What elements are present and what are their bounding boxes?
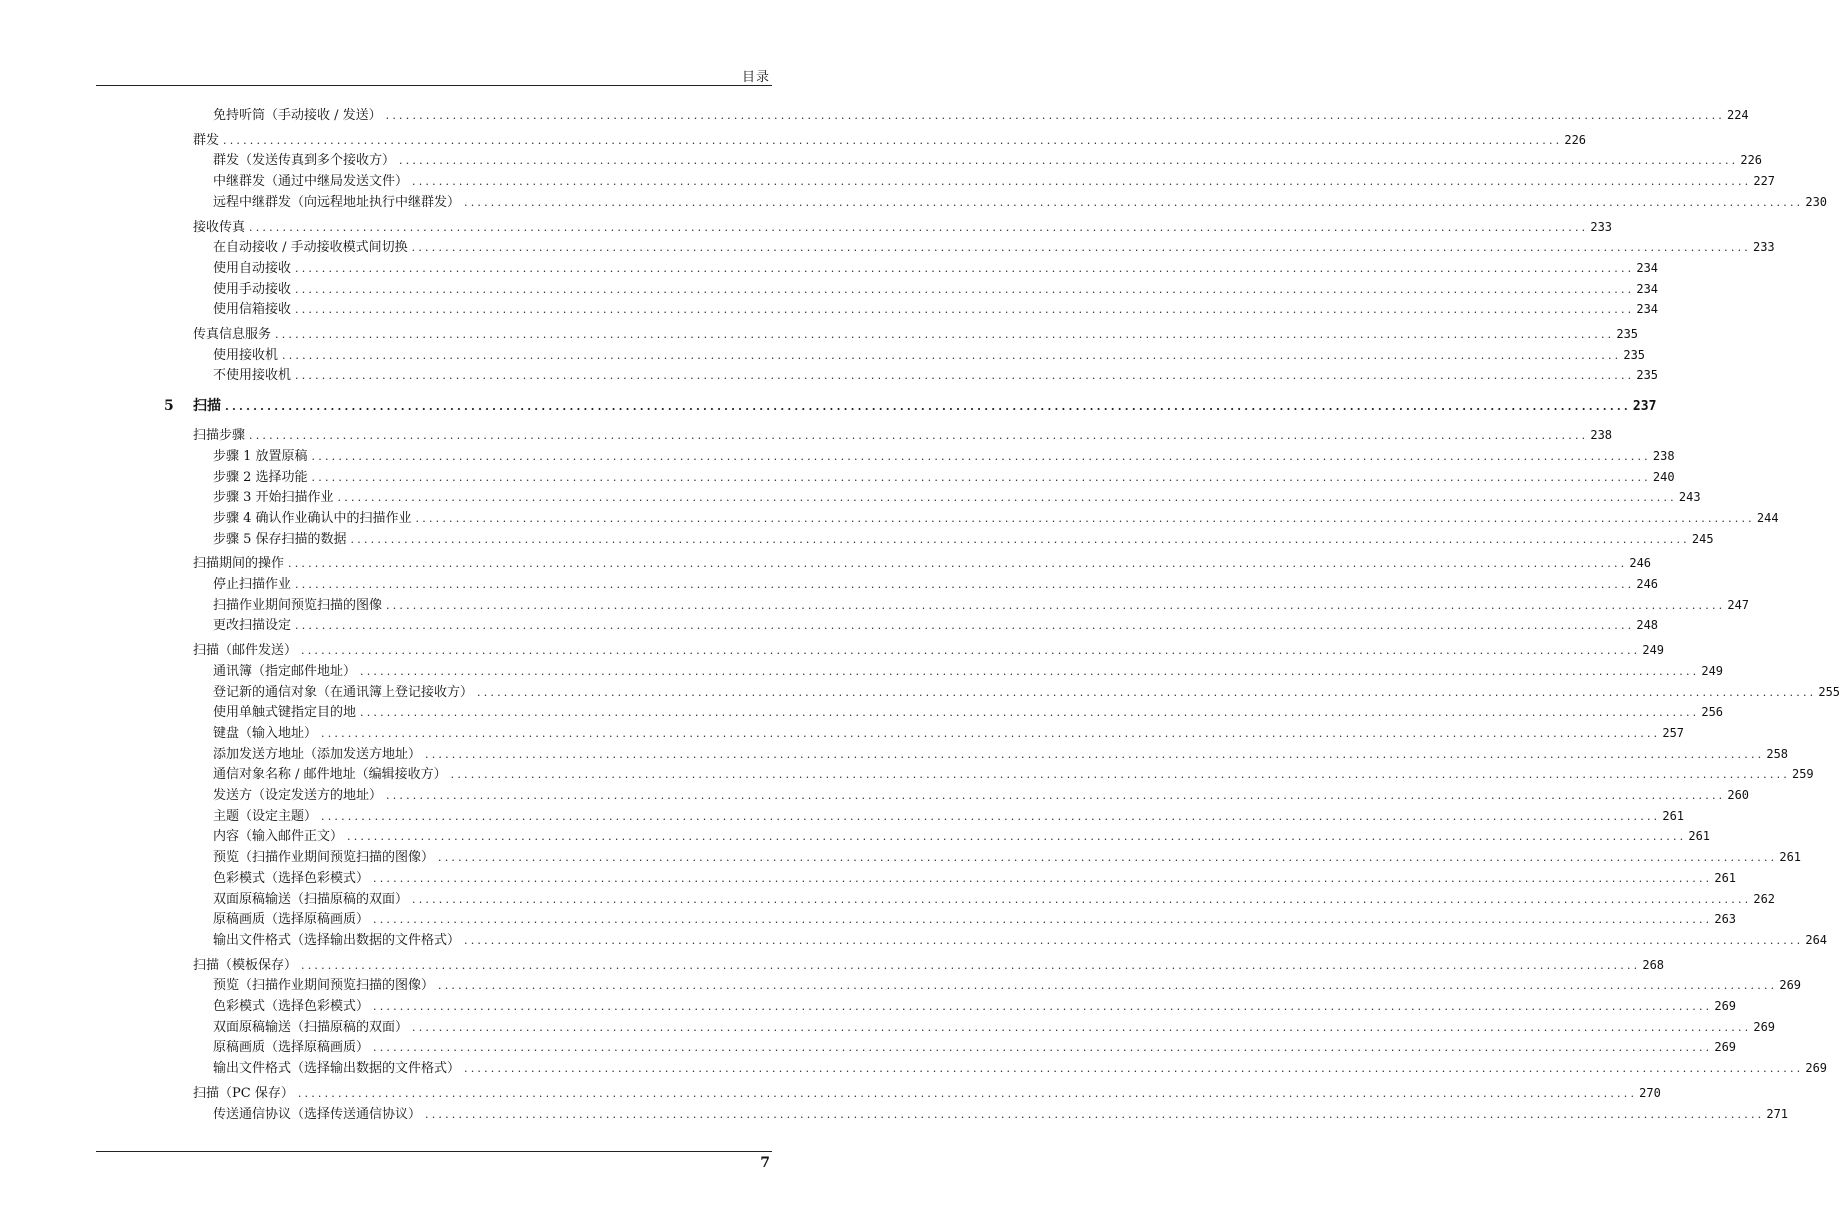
header-rule [96, 85, 772, 86]
toc-subsection-entry [213, 806, 1685, 826]
toc-entry-title: 预览（扫描作业期间预览扫描的图像） [213, 850, 435, 866]
dot-leader: ........................................................................................................................................................................................................ [347, 830, 1687, 844]
toc-entry-title: 双面原稿输送（扫描原稿的双面） [213, 891, 409, 907]
dot-leader: ........................................................................................................................................................................................................ [373, 913, 1713, 927]
toc-subsection-entry [213, 487, 1701, 507]
dot-leader: ........................................................................................................................................................................................................ [295, 303, 1635, 317]
toc-subsection-entry [213, 508, 1779, 528]
toc-entry-title: 输出文件格式（选择输出数据的文件格式） [213, 1061, 461, 1077]
toc-entry-title: 传真信息服务 [193, 327, 272, 342]
toc-entry-page: 269 [1714, 999, 1737, 1013]
dot-leader: ........................................................................................................................................................................................................ [373, 1041, 1713, 1055]
toc-entry-page: 245 [1691, 531, 1714, 546]
dot-leader: ........................................................................................................................................................................................................ [301, 644, 1641, 658]
dot-leader: ........................................................................................................................................................................................................ [438, 979, 1778, 993]
toc-entry-title: 不使用接收机 [213, 368, 292, 384]
toc-entry-page: 238 [1590, 428, 1613, 443]
toc-entry-page: 270 [1639, 1085, 1661, 1100]
toc-entry-page: 226 [1740, 153, 1763, 168]
toc-entry-page: 269 [1779, 978, 1802, 993]
toc-section-entry [193, 217, 1613, 237]
toc-subsection-entry [213, 909, 1737, 929]
toc-entry-page: 261 [1714, 870, 1737, 885]
toc-entry-title: 步骤 1 放置原稿 [213, 448, 308, 464]
toc-entry-title: 远程中继群发（向远程地址执行中继群发） [213, 194, 461, 210]
dot-leader: ........................................................................................................................................................................................................ [412, 1020, 1752, 1034]
toc-subsection-entry [213, 467, 1675, 487]
toc-subsection-entry [213, 150, 1763, 170]
dot-leader: ........................................................................................................................................................................................................ [385, 109, 1725, 122]
dot-leader: ........................................................................................................................................................................................................ [360, 706, 1700, 720]
toc-subsection-entry [213, 192, 1828, 212]
toc-subsection-entry [213, 529, 1714, 549]
toc-entry-page: 237 [1632, 399, 1657, 415]
toc-entry-page: 261 [1688, 829, 1711, 844]
toc-section-entry [193, 425, 1613, 445]
dot-leader: ........................................................................................................................................................................................................ [249, 220, 1589, 234]
toc-entry-title: 传送通信协议（选择传送通信协议） [213, 1106, 422, 1122]
dot-leader: ........................................................................................................................................................................................................ [295, 619, 1635, 633]
toc-entry-title: 中继群发（通过中继局发送文件） [213, 174, 409, 190]
toc-entry-page: 243 [1678, 490, 1701, 505]
toc-entry-page: 246 [1629, 556, 1652, 571]
toc-entry-page: 261 [1662, 808, 1685, 823]
toc-subsection-entry [213, 615, 1659, 635]
toc-entry-page: 255 [1818, 684, 1840, 699]
dot-leader: ........................................................................................................................................................................................................ [425, 747, 1765, 761]
toc-entry-page: 257 [1662, 725, 1685, 740]
toc-subsection-entry [213, 1017, 1776, 1037]
dot-leader: ........................................................................................................................................................................................................ [425, 1107, 1765, 1121]
toc-subsection-entry [213, 279, 1659, 299]
dot-leader: ........................................................................................................................................................................................................ [295, 261, 1635, 275]
dot-leader: ........................................................................................................................................................................................................ [295, 369, 1635, 383]
dot-leader: ........................................................................................................................................................................................................ [301, 958, 1641, 972]
toc-entry-title: 在自动接收 / 手动接收模式间切换 [213, 240, 408, 256]
dot-leader: ........................................................................................................................................................................................................ [464, 1062, 1804, 1076]
toc-entry-title: 原稿画质（选择原稿画质） [213, 912, 370, 928]
toc-entry-title: 步骤 4 确认作业确认中的扫描作业 [213, 510, 412, 526]
toc-entry-page: 233 [1752, 240, 1775, 255]
dot-leader: ........................................................................................................................................................................................................ [373, 1000, 1713, 1013]
toc-entry-title: 发送方（设定发送方的地址） [213, 788, 383, 803]
toc-subsection-entry [213, 764, 1814, 784]
toc-entry-title: 步骤 3 开始扫描作业 [213, 490, 334, 506]
toc-entry-page: 249 [1701, 663, 1724, 678]
toc-entry-title: 群发（发送传真到多个接收方） [213, 153, 396, 169]
toc-subsection-entry [213, 868, 1737, 888]
toc-subsection-entry [213, 661, 1724, 681]
dot-leader: ........................................................................................................................................................................................................ [321, 726, 1661, 740]
page-number: 7 [760, 1155, 770, 1171]
dot-leader: ........................................................................................................................................................................................................ [438, 851, 1778, 865]
dot-leader: ........................................................................................................................................................................................................ [337, 491, 1677, 505]
dot-leader: ........................................................................................................................................................................................................ [282, 348, 1622, 362]
toc-entry-title: 扫描作业期间预览扫描的图像 [213, 597, 383, 613]
dot-leader: ........................................................................................................................................................................................................ [311, 449, 1651, 463]
toc-section-entry [193, 553, 1652, 573]
dot-leader: ........................................................................................................................................................................................................ [295, 578, 1635, 591]
dot-leader: ........................................................................................................................................................................................................ [373, 871, 1713, 885]
toc-entry-title: 步骤 5 保存扫描的数据 [213, 531, 347, 547]
toc-entry-title: 更改扫描设定 [213, 618, 292, 634]
toc-entry-page: 261 [1779, 850, 1802, 865]
running-header: 目录 [741, 70, 770, 85]
toc-entry-title: 免持听筒（手动接收 / 发送） [213, 108, 382, 123]
toc-entry-title: 扫描 [193, 398, 221, 415]
toc-entry-title: 扫描期间的操作 [193, 556, 285, 572]
toc-section-entry [193, 1083, 1661, 1103]
toc-entry-title: 内容（输入邮件正文） [213, 829, 344, 845]
toc-subsection-entry [213, 723, 1685, 743]
dot-leader: ........................................................................................................................................................................................................ [415, 511, 1755, 525]
toc-entry-page: 269 [1753, 1019, 1776, 1034]
toc-subsection-entry [213, 365, 1659, 385]
toc-entry-title: 扫描（PC 保存） [193, 1085, 294, 1101]
toc-subsection-entry [213, 1037, 1737, 1057]
toc-entry-page: 264 [1805, 932, 1828, 947]
toc-entry-page: 226 [1564, 132, 1587, 147]
toc-subsection-entry [213, 299, 1659, 319]
toc-entry-page: 249 [1642, 643, 1665, 658]
toc-entry-title: 使用手动接收 [213, 281, 292, 297]
footer-rule [96, 1151, 772, 1152]
toc-entry-page: 260 [1727, 788, 1750, 802]
toc-entry-page: 268 [1642, 957, 1665, 972]
dot-leader: ........................................................................................................................................................................................................ [288, 557, 1628, 571]
toc-entry-page: 234 [1636, 302, 1659, 317]
toc-subsection-entry [213, 744, 1789, 764]
dot-leader: ........................................................................................................................................................................................................ [386, 598, 1726, 612]
chapter-number: 5 [164, 398, 174, 415]
toc-entry-title: 登记新的通信对象（在通讯簿上登记接收方） [213, 684, 474, 700]
toc-entry-title: 双面原稿输送（扫描原稿的双面） [213, 1019, 409, 1035]
toc-entry-page: 234 [1636, 260, 1659, 275]
toc-entry-page: 234 [1636, 281, 1659, 296]
toc-entry-page: 256 [1701, 705, 1724, 720]
toc-entry-title: 接收传真 [193, 219, 246, 235]
toc-section-entry [193, 640, 1665, 660]
toc-section-entry [193, 324, 1639, 344]
toc-entry-page: 227 [1753, 174, 1776, 189]
toc-entry-title: 色彩模式（选择色彩模式） [213, 999, 370, 1014]
toc-subsection-entry [213, 682, 1840, 702]
toc-subsection-entry [213, 847, 1802, 867]
dot-leader: ........................................................................................................................................................................................................ [225, 400, 1631, 414]
toc-entry-page: 235 [1623, 347, 1646, 362]
toc-entry-title: 通信对象名称 / 邮件地址（编辑接收方） [213, 767, 447, 783]
toc-entry-title: 停止扫描作业 [213, 577, 292, 592]
toc-section-entry [193, 130, 1587, 150]
dot-leader: ........................................................................................................................................................................................................ [411, 241, 1751, 255]
toc-subsection-entry [213, 574, 1659, 594]
toc-subsection-entry [213, 237, 1775, 257]
dot-leader: ........................................................................................................................................................................................................ [386, 789, 1726, 802]
toc-subsection-entry [213, 105, 1749, 125]
dot-leader: ........................................................................................................................................................................................................ [223, 133, 1563, 147]
toc-entry-title: 使用接收机 [213, 347, 279, 363]
toc-entry-page: 246 [1636, 577, 1659, 591]
toc-entry-page: 258 [1766, 746, 1789, 761]
toc-subsection-entry [213, 889, 1776, 909]
dot-leader: ........................................................................................................................................................................................................ [412, 175, 1752, 189]
toc-subsection-entry [213, 258, 1659, 278]
toc-entry-page: 235 [1616, 327, 1639, 341]
toc-entry-title: 原稿画质（选择原稿画质） [213, 1040, 370, 1056]
toc-subsection-entry [213, 171, 1776, 191]
toc-entry-title: 群发 [193, 132, 220, 148]
toc-subsection-entry [213, 702, 1724, 722]
toc-entry-page: 269 [1714, 1040, 1737, 1055]
toc-subsection-entry [213, 1104, 1789, 1124]
dot-leader: ........................................................................................................................................................................................................ [249, 429, 1589, 443]
toc-entry-title: 主题（设定主题） [213, 808, 318, 824]
toc-entry-page: 235 [1636, 368, 1659, 383]
toc-subsection-entry [213, 345, 1646, 365]
toc-entry-page: 238 [1652, 448, 1675, 463]
toc-entry-page: 247 [1727, 597, 1750, 612]
toc-entry-title: 键盘（输入地址） [213, 725, 318, 741]
toc-entry-page: 233 [1590, 219, 1613, 234]
toc-subsection-entry [213, 595, 1750, 615]
toc-subsection-entry [213, 446, 1675, 466]
dot-leader: ........................................................................................................................................................................................................ [412, 892, 1752, 906]
toc-entry-title: 扫描（邮件发送） [193, 643, 298, 659]
toc-entry-title: 步骤 2 选择功能 [213, 469, 308, 485]
dot-leader: ........................................................................................................................................................................................................ [295, 282, 1635, 296]
toc-entry-title: 添加发送方地址（添加发送方地址） [213, 746, 422, 762]
toc-entry-title: 预览（扫描作业期间预览扫描的图像） [213, 978, 435, 994]
toc-entry-title: 使用信箱接收 [213, 302, 292, 318]
toc-entry-title: 色彩模式（选择色彩模式） [213, 870, 370, 886]
toc-entry-page: 259 [1791, 767, 1814, 782]
dot-leader: ........................................................................................................................................................................................................ [275, 328, 1615, 341]
toc-entry-page: 230 [1805, 194, 1828, 209]
toc-entry-title: 使用自动接收 [213, 260, 292, 276]
toc-subsection-entry [213, 930, 1828, 950]
toc-entry-page: 262 [1753, 891, 1776, 906]
dot-leader: ........................................................................................................................................................................................................ [464, 933, 1804, 947]
dot-leader: ........................................................................................................................................................................................................ [321, 809, 1661, 823]
toc-subsection-entry [213, 996, 1737, 1016]
toc-entry-page: 224 [1726, 108, 1749, 122]
toc-subsection-entry [213, 1058, 1828, 1078]
toc-subsection-entry [213, 826, 1711, 846]
toc-entry-page: 248 [1636, 618, 1659, 633]
toc-subsection-entry [213, 785, 1750, 805]
toc-entry-page: 244 [1756, 510, 1779, 525]
toc-entry-page: 263 [1714, 912, 1737, 927]
dot-leader: ........................................................................................................................................................................................................ [399, 154, 1739, 168]
dot-leader: ........................................................................................................................................................................................................ [311, 470, 1651, 484]
toc-entry-title: 输出文件格式（选择输出数据的文件格式） [213, 932, 461, 948]
toc-section-entry [193, 955, 1665, 975]
dot-leader: ........................................................................................................................................................................................................ [450, 768, 1790, 782]
toc-chapter-entry [164, 396, 1657, 416]
toc-subsection-entry [213, 975, 1802, 995]
dot-leader: ........................................................................................................................................................................................................ [360, 664, 1700, 678]
toc-entry-title: 扫描（模板保存） [193, 957, 298, 973]
dot-leader: ........................................................................................................................................................................................................ [297, 1086, 1638, 1100]
dot-leader: ........................................................................................................................................................................................................ [464, 195, 1804, 209]
toc-entry-page: 271 [1766, 1106, 1789, 1121]
toc-entry-page: 269 [1805, 1061, 1828, 1076]
toc-entry-title: 通讯簿（指定邮件地址） [213, 663, 357, 679]
toc-entry-page: 240 [1652, 469, 1675, 484]
toc-entry-title: 扫描步骤 [193, 428, 246, 444]
dot-leader: ........................................................................................................................................................................................................ [350, 532, 1690, 546]
toc-entry-title: 使用单触式键指定目的地 [213, 705, 357, 721]
dot-leader: ........................................................................................................................................................................................................ [477, 685, 1817, 699]
